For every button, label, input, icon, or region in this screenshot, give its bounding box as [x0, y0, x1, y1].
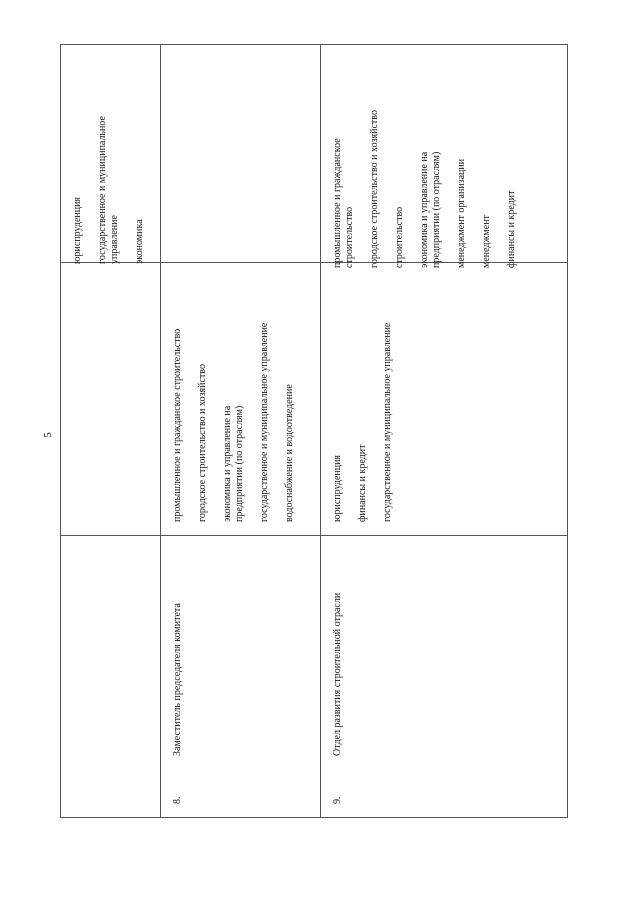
position-title: Отдел развития строительной отрасли — [332, 592, 343, 756]
specialty-item: экономика и управление на предприятии (по отраслям) — [222, 405, 245, 522]
page-number: 5 — [42, 432, 54, 438]
column-divider-2 — [320, 44, 321, 818]
row-number: 8. — [172, 796, 183, 804]
specialty-list — [332, 48, 566, 268]
position-title: Заместитель председателя комитета — [172, 603, 183, 756]
specialty-item: государственное и муниципальное управление — [259, 322, 270, 522]
specialty-item: юриспруденция — [332, 454, 343, 522]
table-border-left — [60, 44, 61, 818]
row-divider-2 — [60, 535, 568, 536]
specialty-item: городское строительство и хозяйство — [369, 110, 380, 268]
specialty-item: менеджмент — [481, 215, 492, 268]
specialty-list — [332, 292, 412, 522]
specialty-item: экономика — [134, 219, 145, 264]
specialty-item: государственное и муниципальное управление — [97, 116, 120, 264]
table-border-top — [60, 44, 568, 45]
specialty-item: городское строительство и хозяйство — [197, 364, 208, 522]
staff-table — [60, 44, 568, 818]
specialty-item: экономика и управление на предприятии (по отраслям) — [419, 151, 442, 268]
specialty-item: государственное и муниципальное управление — [382, 322, 393, 522]
specialty-item: промышленное и гражданское строительство — [172, 328, 183, 522]
specialty-item: промышленное и гражданское строительство — [332, 138, 355, 268]
table-border-bottom — [60, 817, 568, 818]
row-number: 9. — [332, 796, 343, 804]
specialty-item: менеджмент организации — [456, 158, 467, 268]
specialty-item: строительство — [394, 206, 405, 268]
table-row — [72, 64, 162, 264]
specialty-item: финансы и кредит — [506, 190, 517, 268]
specialty-item: финансы и кредит — [357, 444, 368, 522]
specialty-list — [172, 292, 320, 522]
specialty-item: водоснабжение и водоотведение — [284, 384, 295, 522]
table-border-right — [567, 44, 568, 818]
specialty-item: юриспруденция — [72, 196, 83, 264]
